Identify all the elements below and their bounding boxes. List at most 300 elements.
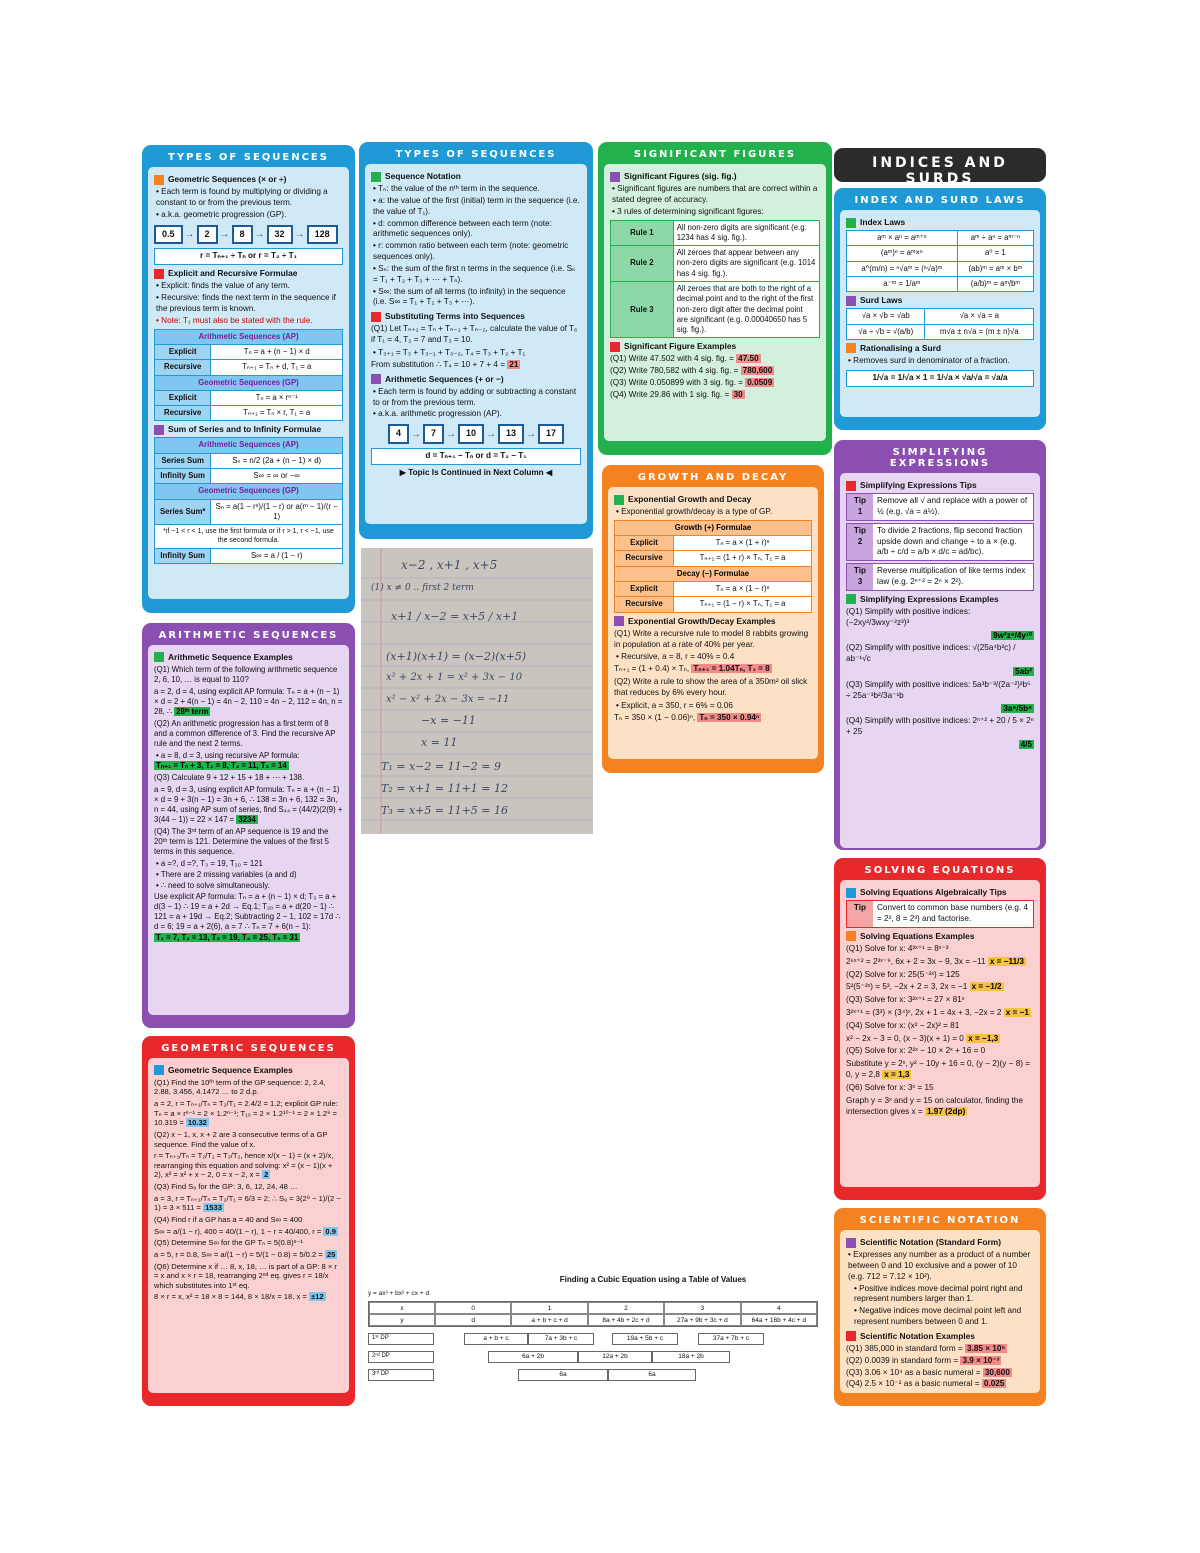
card-title: ARITHMETIC SEQUENCES: [158, 630, 339, 641]
working-line: [154, 1250, 343, 1260]
card-scientific-notation: [834, 1208, 1046, 1406]
growth-decay-table: [614, 520, 812, 613]
section-heading: [846, 1237, 1034, 1248]
section-heading: [614, 616, 812, 627]
cubic-table-document: [368, 1275, 818, 1413]
bullet: • a: the value of the first (initial) term in the sequence (i.e. the value of T₁).: [373, 196, 581, 218]
working-line: [846, 982, 1034, 993]
section-heading: [154, 652, 343, 663]
card-body: [840, 1230, 1040, 1393]
answer: x = −11/3: [989, 956, 1024, 966]
document-title: Finding a Cubic Equation using a Table of Values: [559, 1275, 747, 1284]
answer-line: [846, 631, 1034, 642]
rule-label: Rule 2: [611, 246, 674, 282]
first-difference-row: [368, 1333, 818, 1345]
chain-box: 2: [197, 225, 218, 245]
green-square-icon: [846, 218, 856, 228]
law: √a × √a = a: [925, 309, 1034, 324]
row-label: Recursive: [155, 406, 211, 421]
working: • Recursive, a = 8, r = 40% = 0.4: [616, 652, 812, 663]
law: √a × √b = √ab: [847, 309, 925, 324]
chain-box: 128: [307, 225, 338, 245]
law: (ab)ᵐ = aᵐ × bᵐ: [957, 261, 1033, 276]
formula: Tₙ₊₁ = Tₙ × r, T₁ = a: [211, 406, 343, 421]
handwritten-line: x = 11: [421, 736, 458, 749]
section-heading: [371, 311, 581, 322]
working-line: [846, 1008, 1034, 1019]
card-title: SCIENTIFIC NOTATION: [859, 1215, 1021, 1226]
question: (Q3) Simplify with positive indices: 5a³b⁻³/(2a⁻²)³b⁵ ÷ 25a⁻³b²/3a⁻¹b: [846, 679, 1031, 700]
card-indices-and-surds-header: [834, 148, 1046, 182]
formula: Tₙ = a × (1 − r)ⁿ: [674, 582, 812, 597]
formula: Tₙ₊₁ = (1 + r) × Tₙ, T₁ = a: [674, 551, 812, 566]
sequence-chain: [154, 225, 343, 245]
heading-text: Sequence Notation: [385, 171, 461, 181]
row-label: Recursive: [615, 597, 674, 612]
arrow-icon: →: [254, 228, 265, 240]
answer: 3234: [238, 815, 256, 825]
answer: 5ab²: [1015, 667, 1032, 677]
tip-text: Convert to common base numbers (e.g. 4 = 2², 8 = 2³) and factorise.: [877, 903, 1029, 923]
red-square-icon: [371, 312, 381, 322]
question: (Q2) Solve for x: 25(5⁻²ˣ) = 125: [846, 969, 960, 979]
answer: 4/5: [1020, 740, 1032, 750]
purple-square-icon: [846, 296, 856, 306]
heading-text: Simplifying Expressions Examples: [860, 593, 999, 604]
card-body: [148, 645, 349, 1015]
working: 8 × r = x, x² = 18 × 8 = 144, 8 × 18/x = 18, x =: [154, 1292, 307, 1302]
chain-box: 13: [498, 424, 524, 444]
working: • ∴ need to solve simultaneously.: [156, 881, 343, 891]
section-heading: [154, 174, 343, 185]
law: √a ÷ √b = √(a/b): [847, 324, 925, 339]
answer: 21: [509, 359, 519, 369]
tip-text: Remove all √ and replace with a power of ½ (e.g. √a = a½).: [877, 496, 1028, 516]
green-square-icon: [154, 652, 164, 662]
law: a⁻ᵐ = 1/aᵐ: [847, 276, 958, 291]
question: (Q2) An arithmetic progression has a first term of 8 and a common difference of 3. Find the recursive AP rule and the next 2 terms.: [154, 718, 336, 748]
red-square-icon: [846, 1331, 856, 1341]
card-index-and-surd-laws: [834, 188, 1046, 430]
red-square-icon: [154, 269, 164, 279]
orange-square-icon: [154, 175, 164, 185]
answer: Tₙ₊₁ = Tₙ + 3, T₁ = 8, T₂ = 11, T₃ = 14: [156, 761, 287, 771]
working: 3²ˣ⁺¹ = (3³) × (3⁴)ˣ, 2x + 1 = 4x + 3, −2x = 2: [846, 1007, 1002, 1017]
working-line: [846, 1096, 1034, 1118]
table-cell: d: [435, 1314, 511, 1326]
rules-table: [610, 220, 820, 339]
heading-text: Index Laws: [860, 217, 906, 227]
row-label: Explicit: [615, 536, 674, 551]
tip-label: Tip 1: [847, 494, 873, 520]
answer: 3.85 × 10⁵: [967, 1343, 1006, 1353]
heading-text: Solving Equations Algebraically Tips: [860, 887, 1007, 897]
card-title: INDICES AND SURDS: [872, 155, 1008, 182]
row-label: Infinity Sum: [155, 548, 211, 563]
working: 2⁶ˣ⁺² = 2³ˣ⁻⁹, 6x + 2 = 3x − 9, 3x = −11: [846, 956, 986, 966]
arrow-icon: →: [526, 428, 537, 440]
second-difference-row: [368, 1351, 818, 1363]
law: (a/b)ᵐ = aᵐ/bᵐ: [957, 276, 1033, 291]
card-title: GROWTH AND DECAY: [637, 472, 789, 483]
heading-text: Geometric Sequence Examples: [168, 1065, 293, 1075]
heading-text: Explicit and Recursive Formulae: [168, 268, 298, 279]
section-heading: [614, 494, 812, 505]
section-heading: [846, 887, 1034, 898]
formula: Sₙ = n/2 (2a + (n − 1) × d): [211, 453, 343, 468]
card-simplifying-expressions: [834, 440, 1046, 850]
difference-cell: 18a + 2b: [652, 1351, 730, 1363]
table-cell: a + b + c + d: [511, 1314, 587, 1326]
formula: S∞ = a / (1 − r): [211, 548, 343, 563]
handwritten-photo: [361, 548, 593, 834]
answer: 30,600: [984, 1367, 1010, 1377]
chain-box: 7: [423, 424, 444, 444]
card-significant-figures: [598, 142, 832, 455]
example-row: [610, 378, 820, 389]
answer-line: [846, 667, 1034, 678]
working: • Explicit, a = 350, r = 6% = 0.06: [616, 701, 812, 712]
handwritten-line: T₃ = x+5 = 11+5 = 16: [381, 804, 509, 817]
chain-box: 8: [232, 225, 253, 245]
bullet: • r: common ratio between each term (note: geometric sequences only).: [373, 241, 581, 263]
card-body: [608, 487, 818, 759]
answer: 30: [733, 389, 743, 399]
table-heading: Growth (+) Formulae: [615, 520, 812, 535]
question: (Q4) Simplify with positive indices: 2ⁿ⁺² + 20 / 5 × 2ⁿ + 25: [846, 716, 1034, 737]
heading-text: Significant Figure Examples: [624, 341, 737, 352]
answer: x = −1: [1005, 1007, 1029, 1017]
difference-cell: 6a + 2b: [488, 1351, 578, 1363]
working: S∞ = a/(1 − r), 400 = 40/(1 − r), 1 − r = 40/400, r =: [154, 1226, 322, 1236]
difference-cell: 12a + 2b: [578, 1351, 652, 1363]
question: (Q2) Write 780,582 with 4 sig. fig. =: [610, 366, 739, 376]
working-line: [154, 1227, 343, 1237]
working: Tₙ = 350 × (1 − 0.06)ⁿ,: [614, 712, 696, 722]
table-cell: 8a + 4b + 2c + d: [588, 1314, 664, 1326]
bullet: • Exponential growth/decay is a type of GP.: [616, 507, 812, 518]
question: (Q3) Find S₉ for the GP: 3, 6, 12, 24, 48 …: [154, 1182, 298, 1192]
answer: 780,600: [742, 366, 773, 376]
question: (Q1) Simplify with positive indices: (−2xy²/3wxy⁻²z³)³: [846, 606, 971, 627]
question: (Q4) 2.5 × 10⁻² as a basic numeral =: [846, 1379, 980, 1389]
card-growth-and-decay: [602, 465, 824, 773]
purple-square-icon: [371, 374, 381, 384]
question: (Q1) Write a recursive rule to model 8 rabbits growing in population at a rate of 40% per year.: [614, 628, 809, 649]
section-heading: [154, 1065, 343, 1076]
question: (Q1) Which term of the following arithmetic sequence 2, 6, 10, … is equal to 110?: [154, 664, 338, 684]
handwritten-line: T₂ = x+1 = 11+1 = 12: [381, 782, 509, 795]
working-line: [846, 957, 1034, 968]
table-cell: x: [369, 1302, 435, 1314]
answer: 0.0509: [747, 378, 773, 388]
card-geometric-sequences: [142, 1036, 355, 1406]
purple-square-icon: [610, 172, 620, 182]
table-cell: 64a + 16b + 4c + d: [741, 1314, 817, 1326]
answer-line: [614, 713, 812, 724]
answer: 47.50: [738, 354, 759, 364]
formula: Tₙ = a × rⁿ⁻¹: [211, 390, 343, 405]
row-label: 2ⁿᵈ DP: [368, 1351, 434, 1363]
handwritten-line: x−2 , x+1 , x+5: [401, 558, 498, 572]
rule-label: Rule 3: [611, 281, 674, 337]
arrow-icon: →: [445, 428, 456, 440]
row-label: Series Sum*: [155, 499, 211, 525]
table-heading: Decay (−) Formulae: [615, 566, 812, 581]
table-heading: Arithmetic Sequences (AP): [155, 329, 343, 344]
row-label: Series Sum: [155, 453, 211, 468]
example-row: [846, 1356, 1034, 1367]
answer-line: [154, 761, 343, 771]
working: r = Tₙ₊₁/Tₙ = T₂/T₁ = T₃/T₂, hence x/(x − 1) = (x + 2)/x, rearranging this equation and solving: x² = (x − 1)(x + 2), x² = x² + x − 2, 0 = x − 2, x =: [154, 1151, 334, 1180]
handwritten-line: x+1 / x−2 = x+5 / x+1: [391, 610, 519, 623]
rule-text: All zeroes that are both to the right of a decimal point and to the right of the first non-zero digit after the decimal point are significant (e.g. 0.00040650 has 5 sig. fig.).: [673, 281, 819, 337]
bullet: • Expresses any number as a product of a number between 0 and 10 exclusive and a power of 10 (e.g. 712 = 7.12 × 10²).: [848, 1250, 1034, 1282]
rule-label: Rule 1: [611, 220, 674, 246]
working: 5²(5⁻²ˣ) = 5³, −2x + 2 = 3, 2x = −1: [846, 982, 968, 992]
card-title: SOLVING EQUATIONS: [864, 865, 1016, 876]
rationalise-formula: 1/√a = 1/√a × 1 = 1/√a × √a/√a = √a/a: [846, 370, 1034, 387]
bullet: • Each term is found by adding or subtracting a constant to or from the previous term.: [373, 387, 581, 409]
arrow-icon: →: [294, 228, 305, 240]
formula: Sₙ = a(1 − rⁿ)/(1 − r) or a(rⁿ − 1)/(r − 1): [211, 499, 343, 525]
answer: 10.32: [187, 1118, 207, 1128]
answer: 0.9: [325, 1226, 336, 1236]
example-row: [610, 354, 820, 365]
question: (Q2) Simplify with positive indices: √(25a⁴b²c) / ab⁻¹√c: [846, 643, 1016, 664]
arrow-icon: →: [486, 428, 496, 440]
section-heading: [371, 171, 581, 182]
section-heading: [610, 341, 820, 352]
example-row: [846, 1344, 1034, 1355]
section-heading: [154, 268, 343, 279]
question: (Q5) Determine S∞ for the GP Tₙ = 5(0.8)ⁿ⁻¹: [154, 1238, 303, 1248]
heading-text: Exponential Growth and Decay: [628, 494, 752, 504]
heading-text: Sum of Series and to Infinity Formulae: [168, 424, 322, 435]
working-line: [154, 687, 343, 717]
values-table: [368, 1301, 818, 1327]
question: (Q1) Write 47.502 with 4 sig. fig. =: [610, 354, 734, 364]
tip-row: [846, 493, 1034, 521]
question: (Q1) Let Tₙ₊₁ = Tₙ + Tₙ₋₁ + Tₙ₋₂, calculate the value of T₆ if T₁ = 4, T₂ = 7 and T₃ = 10.: [371, 324, 578, 345]
purple-square-icon: [846, 1238, 856, 1248]
formula: S∞ = ∞ or −∞: [211, 469, 343, 484]
surd-laws-table: [846, 308, 1034, 340]
answer: 1533: [205, 1203, 222, 1213]
table-heading: Geometric Sequences (GP): [155, 375, 343, 390]
working: • There are 2 missing variables (a and d): [156, 870, 343, 880]
answer: x = −1/2: [971, 982, 1002, 992]
section-heading: [610, 171, 820, 182]
question: (Q3) Calculate 9 + 12 + 15 + 18 + ⋯ + 138.: [154, 773, 305, 783]
row-label: 3ʳᵈ DP: [368, 1369, 434, 1381]
purple-square-icon: [154, 425, 164, 435]
row-label: Infinity Sum: [155, 469, 211, 484]
working: Graph y = 3ˣ and y = 15 on calculator, finding the intersection gives x =: [846, 1095, 1024, 1116]
card-types-of-sequences-2: [359, 142, 593, 539]
working: x² − 2x − 3 = 0, (x − 3)(x + 1) = 0: [846, 1033, 964, 1043]
bullet: • 3 rules of determining significant figures:: [612, 207, 820, 218]
bullet: • Explicit: finds the value of any term.: [156, 281, 343, 292]
card-body: [840, 880, 1040, 1187]
answer: 0.025: [983, 1379, 1005, 1389]
working-line: [154, 1194, 343, 1213]
sum-formula-table: [154, 437, 343, 563]
bullet: • a.k.a. arithmetic progression (AP).: [373, 409, 581, 420]
law: aᵐ × aⁿ = aᵐ⁺ⁿ: [847, 231, 958, 246]
rule-text: All non-zero digits are significant (e.g. 1234 has 4 sig. fig.).: [673, 220, 819, 246]
heading-text: Simplifying Expressions Tips: [860, 480, 977, 490]
working: a = 2, d = 4, using explicit AP formula: Tₙ = a + (n − 1) × d = 2 + 4(n − 1) = 4n − 2, 110 = 4n − 2, 112 = 4n, n = 28, ∴: [154, 686, 343, 716]
section-heading: [846, 343, 1034, 354]
table-heading: Geometric Sequences (GP): [155, 484, 343, 499]
answer: 3a⁸/5b⁸: [1003, 703, 1032, 713]
handwritten-line: x² + 2x + 1 = x² + 3x − 10: [386, 672, 523, 683]
card-body: [148, 167, 349, 599]
question: (Q1) Solve for x: 4³ˣ⁺¹ = 8ˣ⁻³: [846, 943, 949, 953]
question: (Q1) Find the 10ᵗʰ term of the GP sequence: 2, 2.4, 2.88, 3.456, 4.1472 … to 2 d.p.: [154, 1077, 326, 1097]
row-label: 1ˢᵗ DP: [368, 1333, 434, 1345]
row-label: Recursive: [155, 360, 211, 375]
formula: Tₙ = a + (n − 1) × d: [211, 344, 343, 359]
row-label: Explicit: [155, 390, 211, 405]
answer: Tₙ = 350 × 0.94ⁿ: [699, 712, 760, 722]
handwritten-line: (1) x ≠ 0 .. first 2 term: [371, 583, 474, 593]
section-heading: [846, 1331, 1034, 1342]
law: m√a ± n√a = (m ± n)√a: [925, 324, 1034, 339]
answer: 25: [326, 1249, 336, 1259]
tip-row: [846, 523, 1034, 561]
bullet: • Tₙ: the value of the nᵗʰ term in the sequence.: [373, 184, 581, 195]
working: Tₙ₊₁ = (1 + 0.4) × Tₙ,: [614, 664, 690, 674]
question: (Q3) 3.06 × 10⁴ as a basic numeral =: [846, 1367, 981, 1377]
rule-text: All zeroes that appear between any non-zero digits are significant (e.g. 1014 has 4 sig. fig.).: [673, 246, 819, 282]
working-line: [154, 1099, 343, 1128]
section-heading: [846, 594, 1034, 605]
question: (Q2) 0.0039 in standard form =: [846, 1355, 959, 1365]
question: (Q4) The 3ʳᵈ term of an AP sequence is 19 and the 20ᵗʰ term is 121. Determine the values of the first 5 terms in this sequence.: [154, 827, 330, 857]
answer: 2: [264, 1170, 269, 1180]
working-line: [154, 785, 343, 825]
answer-line: [846, 704, 1034, 715]
table-cell: 4: [741, 1302, 817, 1314]
ratio-formula: r = Tₙ₊₁ ÷ Tₙ or r = T₂ ÷ T₁: [154, 248, 343, 265]
tip-row: [846, 563, 1034, 591]
tip-label: Tip 2: [847, 524, 873, 560]
third-difference-row: [368, 1369, 818, 1381]
bullet: • Significant figures are numbers that are correct within a stated degree of accuracy.: [612, 184, 820, 206]
card-body: [365, 164, 587, 524]
section-heading: [371, 374, 581, 385]
bullet: • Removes surd in denominator of a fraction.: [848, 356, 1034, 367]
chain-box: 0.5: [154, 225, 183, 245]
tip-text: Reverse multiplication of like terms index law (e.g. 2ⁿ⁺² = 2ⁿ × 2²).: [877, 566, 1026, 587]
formula: Tₙ₊₁ = Tₙ + d, T₁ = a: [211, 360, 343, 375]
heading-text: Rationalising a Surd: [860, 342, 941, 353]
card-title: TYPES OF SEQUENCES: [168, 152, 329, 163]
working: Substitute y = 2ˣ, y² − 10y + 16 = 0, (y − 2)(y − 8) = 0, y = 2,8: [846, 1059, 1031, 1080]
card-body: [840, 210, 1040, 417]
card-body: [840, 473, 1040, 848]
card-title: SIGNIFICANT FIGURES: [633, 149, 797, 160]
question: (Q3) Write 0.050899 with 3 sig. fig. =: [610, 378, 743, 388]
section-heading: [846, 931, 1034, 942]
handwritten-line: T₁ = x−2 = 11−2 = 9: [381, 760, 502, 773]
heading-text: Exponential Growth/Decay Examples: [628, 615, 776, 626]
heading-text: Arithmetic Sequence Examples: [168, 652, 293, 662]
arrow-icon: →: [219, 228, 230, 240]
heading-text: Surd Laws: [860, 295, 903, 306]
bullet: • Negative indices move decimal point left and represent numbers between 0 and 1.: [854, 1306, 1034, 1328]
question: (Q1) 385,000 in standard form =: [846, 1343, 963, 1353]
answer: ±12: [310, 1292, 324, 1302]
formula: Tₙ = a × (1 + r)ⁿ: [674, 536, 812, 551]
working: From substitution ∴ T₄ = 10 + 7 + 4 =: [371, 359, 506, 369]
tip-label: Tip: [847, 901, 873, 927]
answer: x = −1,3: [968, 1033, 999, 1043]
section-heading: [154, 424, 343, 435]
section-heading: [846, 295, 1034, 306]
tip-label: Tip 3: [847, 564, 873, 590]
answer-line: [846, 740, 1034, 751]
difference-cell: 6a: [518, 1369, 608, 1381]
answer: x = 1,3: [884, 1070, 910, 1080]
chain-box: 17: [538, 424, 564, 444]
example-row: [610, 390, 820, 401]
table-cell: y: [369, 1314, 435, 1326]
working-line: [154, 1292, 343, 1302]
bullet: • Sₙ: the sum of the first n terms in the sequence (i.e. Sₙ = T₁ + T₂ + T₃ + ⋯ + Tₙ).: [373, 264, 581, 286]
row-label: Explicit: [615, 582, 674, 597]
section-heading: [846, 480, 1034, 491]
row-label: Recursive: [615, 551, 674, 566]
chain-box: 32: [267, 225, 293, 245]
bullet: • Positive indices move decimal point right and represent numbers larger than 1.: [854, 1284, 1034, 1306]
card-solving-equations: [834, 858, 1046, 1200]
working: Use explicit AP formula: Tₙ = a + (n − 1) × d; T₃ = a + d(3 − 1) ∴ 19 = a + 2d → Eq.1; T₂₀ = a + d(20 − 1) ∴ 121 = a + 19d → Eq.2; Subtracting 2 − 1, 102 = 17d ∴ d = 6; 19 = a + 2(6), a = 7 ∴ Tₙ = 7 + 6(n − 1):: [154, 892, 341, 931]
question: (Q4) Solve for x: (x² − 2x)² = 81: [846, 1020, 960, 1030]
row-label: Explicit: [155, 344, 211, 359]
handwriting: [361, 548, 593, 834]
difference-cell: a + b + c: [464, 1333, 528, 1345]
question: (Q2) Write a rule to show the area of a 350m² oil slick that reduces by 6% every hour.: [614, 677, 808, 697]
card-body: [148, 1058, 349, 1393]
example-row: [846, 1368, 1034, 1379]
heading-text: Geometric Sequences (× or ÷): [168, 174, 287, 184]
answer: 3.9 × 10⁻³: [962, 1355, 1000, 1365]
law: a⁰ = 1: [957, 246, 1033, 261]
question: (Q6) Determine x if … 8, x, 18, … is part of a GP: 8 × r = x and x × r = 18, rearranging 2ⁿᵈ eq. gives r = 18/x which substitutes into 1ˢᵗ eq.: [154, 1261, 337, 1290]
working-line: [846, 1034, 1034, 1045]
table-cell: 3: [664, 1302, 740, 1314]
handwritten-line: (x+1)(x+1) = (x−2)(x+5): [386, 650, 527, 663]
answer: T₁ = 7, T₂ = 13, T₃ = 19, T₄ = 25, T₅ = 31: [156, 932, 299, 942]
bullet: • Recursive: finds the next term in the sequence if the previous term is known.: [156, 293, 343, 315]
difference-cell: 7a + 3b + c: [528, 1333, 594, 1345]
red-square-icon: [610, 342, 620, 352]
arrow-icon: →: [184, 228, 195, 240]
table-cell: 2: [588, 1302, 664, 1314]
card-arithmetic-sequences: [142, 623, 355, 1028]
working: a = 9, d = 3, using explicit AP formula: Tₙ = a + (n − 1) × d = 9 + 3(n − 1) = 3n + 6, ∴ 138 = 3n + 6, 132 = 3n, n = 44, using AP sum of series, find S₄₄ = (44/2)(2(9) + 3(44 − 1)) = 22 × 147 =: [154, 785, 343, 825]
answer-line: [154, 933, 343, 943]
formula: Tₙ₊₁ = (1 − r) × Tₙ, T₁ = a: [674, 597, 812, 612]
bullet: • d: common difference between each term (note: arithmetic sequences only).: [373, 219, 581, 241]
chain-box: 4: [388, 424, 409, 444]
tip-row: [846, 900, 1034, 928]
working: • T₃₊₁ = T₃ + T₃₋₁ + T₃₋₂, T₄ = T₃ + T₂ + T₁: [373, 348, 581, 359]
note: *if −1 < r < 1, use the first formula or if r > 1, r < −1, use the second formula.: [155, 525, 343, 548]
